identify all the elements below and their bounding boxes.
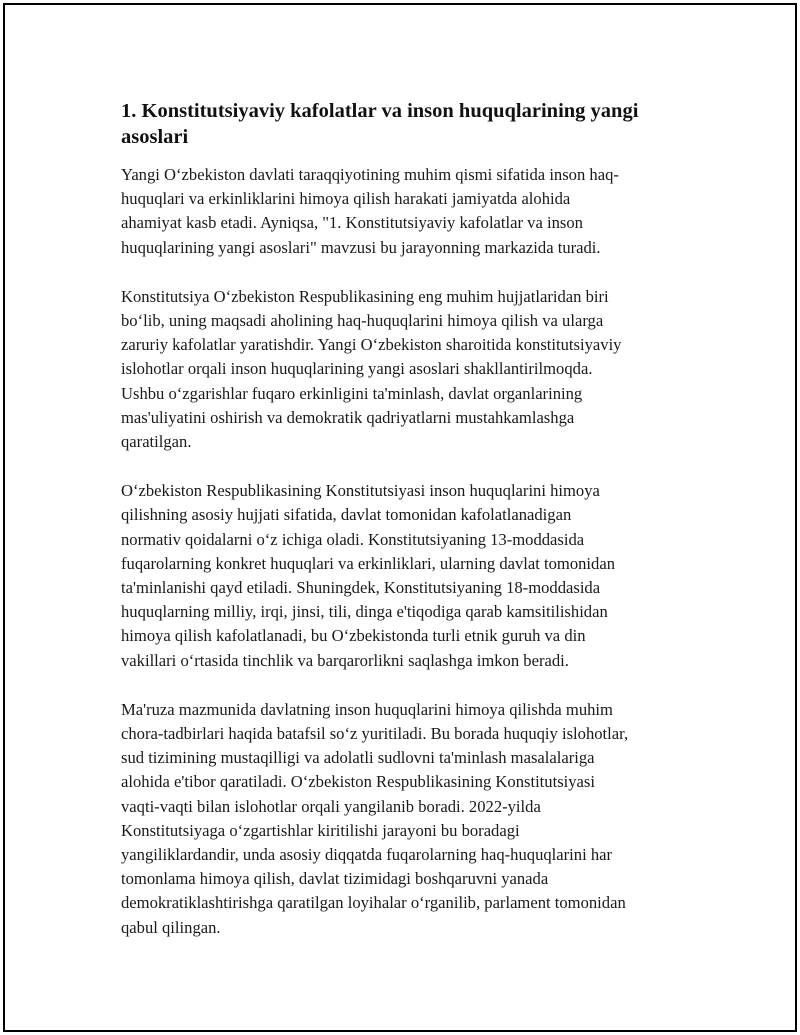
paragraph-constitution: Konstitutsiya O‘zbekiston Respublikasining eng muhim hujjatlaridan biri bo‘lib, uning maqsadi aholining haq-huquqlarini himoya qilish va ularga zaruriy kafolatlar yaratishdir. Yangi O‘zbekiston sharoitida konstitutsiyaviy islohotlar orqali inson huquqlarining yangi asoslari shakllantirilmoqda. Ushbu o‘zgarishlar fuqaro erkinligini ta'minlash, davlat organlarining mas'uliyatini oshirish va demokratik qadriyatlarni mustahkamlashga qaratilgan. [121, 286, 622, 452]
paragraph-articles: O‘zbekiston Respublikasining Konstitutsiyasi inson huquqlarini himoya qilishning asosiy hujjati sifatida, davlat tomonidan kafolatlanadigan normativ qoidalarni o‘z ichiga oladi. Konstitutsiyaning 13-moddasida fuqarolarning konkret huquqlari va erkinliklari, ularning davlat tomonidan ta'minlanishi qayd etiladi. Shuningdek, Konstitutsiyaning 18-moddasida huquqlarning milliy, irqi, jinsi, tili, dinga e'tiqodiga qarab kamsitilishidan himoya qilish kafolatlanadi, bu O‘zbekistonda turli etnik guruh va din vakillari o‘rtasida tinchlik va barqarorlikni saqlashga imkon beradi. [121, 481, 615, 670]
section-title: 1. Konstitutsiyaviy kafolatlar va inson huquqlarining yangi asoslari [121, 100, 639, 148]
document-page [3, 3, 797, 1032]
paragraph-intro: Yangi O‘zbekiston davlati taraqqiyotining muhim qismi sifatida inson haq- huquqlari va erkinliklarini himoya qilish harakati jamiyatda alohida ahamiyat kasb etadi. Ayniqsa, "1. Konstitutsiyaviy kafolatlar va inson huquqlarining yangi asoslari" mavzusi bu jarayonning markazida turadi. [121, 165, 619, 257]
document-body [121, 98, 691, 965]
paragraph-reforms: Ma'ruza mazmunida davlatning inson huquqlarini himoya qilishda muhim chora-tadbirlari haqida batafsil so‘z yuritiladi. Bu borada huquqiy islohotlar, sud tizimining mustaqilligi va adolatli sudlovni ta'minlash masalalariga alohida e'tibor qaratiladi. O‘zbekiston Respublikasining Konstitutsiyasi vaqti-vaqti bilan islohotlar orqali yangilanib boradi. 2022-yilda Konstitutsiyaga o‘zgartishlar kiritilishi jarayoni bu boradagi yangiliklardandir, unda asosiy diqqatda fuqarolarning haq-huquqlarini har tomonlama himoya qilish, davlat tizimidagi boshqaruvni yanada demokratiklashtirishga qaratilgan loyihalar o‘rganilib, parlament tomonidan qabul qilingan. [121, 699, 629, 937]
